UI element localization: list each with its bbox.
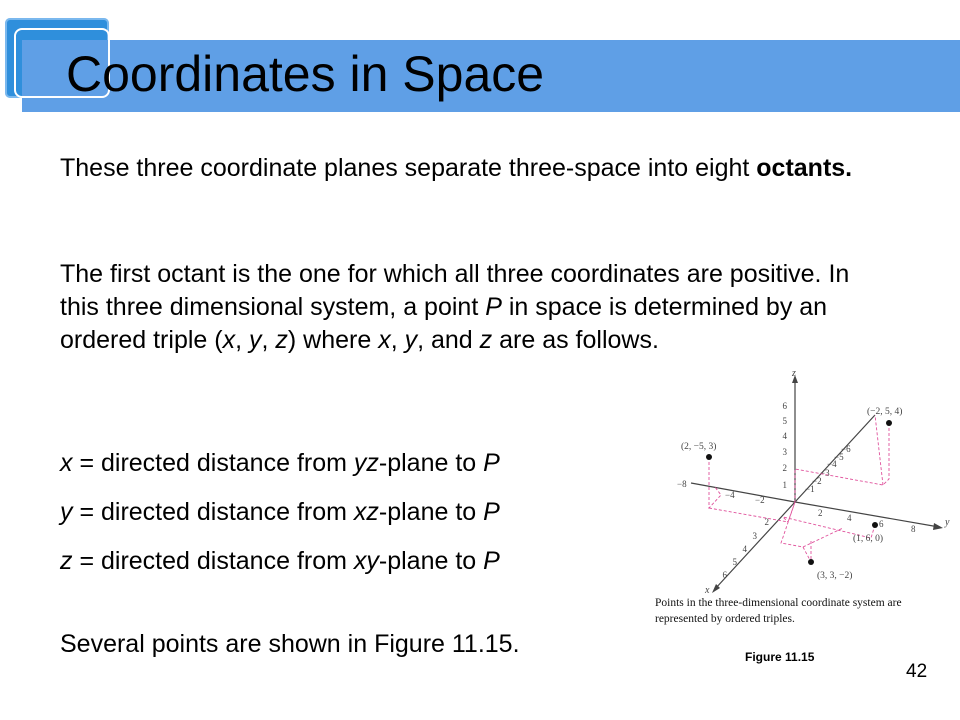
y-axis-negative [691,483,795,502]
page-number: 42 [906,661,928,682]
y-tick: −4 [725,490,735,500]
point-d [808,559,814,565]
guide-point-d [781,502,811,562]
x-tick-negative: −2 [812,476,822,486]
x-tick-negative: −6 [841,444,851,454]
x-tick-negative: −3 [820,468,830,478]
x-tick: 6 [722,570,727,580]
x-tick-negative: −1 [805,484,815,494]
z-axis-label: z [792,368,796,379]
x-tick: 3 [752,531,757,541]
slide-title: Coordinates in Space [66,46,545,102]
z-tick: 2 [782,463,787,473]
y-axis-positive [795,502,939,527]
x-tick: 4 [742,544,747,554]
x-tick: 2 [764,517,769,527]
point-b [706,454,712,460]
point-a [886,420,892,426]
z-tick: 3 [782,447,787,457]
octants-paragraph: These three coordinate planes separate three-space into eight octants. [60,154,853,182]
figure-caption: Points in the three-dimensional coordinate system are represented by ordered triples. [655,597,902,625]
figure-3d-coordinates [643,367,960,645]
x-tick-negative: −5 [834,452,844,462]
z-tick: 6 [782,401,787,411]
z-tick: 1 [782,480,787,490]
definition-x: x = directed distance from yz-plane to P [60,449,500,477]
z-tick: 4 [782,431,787,441]
z-tick: 5 [782,416,787,426]
y-tick: 8 [911,524,916,534]
y-axis-label: y [945,517,950,528]
guide-point-b-base [709,502,795,522]
first-octant-paragraph: The first octant is the one for which all three coordinates are positive. In this three dimensional system, a point P in space is determined by an ordered triple (x, y, z) where x, y, and z are as follows. [60,260,850,354]
octants-term: octants. [756,154,853,182]
closing-sentence: Several points are shown in Figure 11.15. [60,630,520,658]
point-c [872,522,878,528]
point-label: (3, 3, −2) [817,571,853,581]
guide-point-b [709,457,721,508]
x-tick: 5 [732,557,737,567]
y-tick: 6 [879,519,884,529]
point-label: (−2, 5, 4) [867,407,903,417]
x-axis-positive [715,502,795,589]
coordinate-definitions [60,445,500,592]
point-label: (2, −5, 3) [681,442,717,452]
y-axis-arrow [933,523,943,530]
guide-point-d-base [803,528,843,547]
x-axis-label: x [705,585,710,595]
x-tick-negative: −4 [827,459,837,469]
definition-z: z = directed distance from xy-plane to P [60,547,500,575]
y-tick: −2 [755,495,765,505]
definition-y: y = directed distance from xz-plane to P [60,498,500,526]
point-label: (1, 6, 0) [853,534,884,544]
figure-label: Figure 11.15 [745,650,815,664]
coordinate-diagram [643,367,960,595]
y-tick: 4 [847,513,852,523]
y-tick: 2 [818,508,823,518]
y-tick: −8 [677,479,687,489]
guide-point-a-base [875,415,883,485]
